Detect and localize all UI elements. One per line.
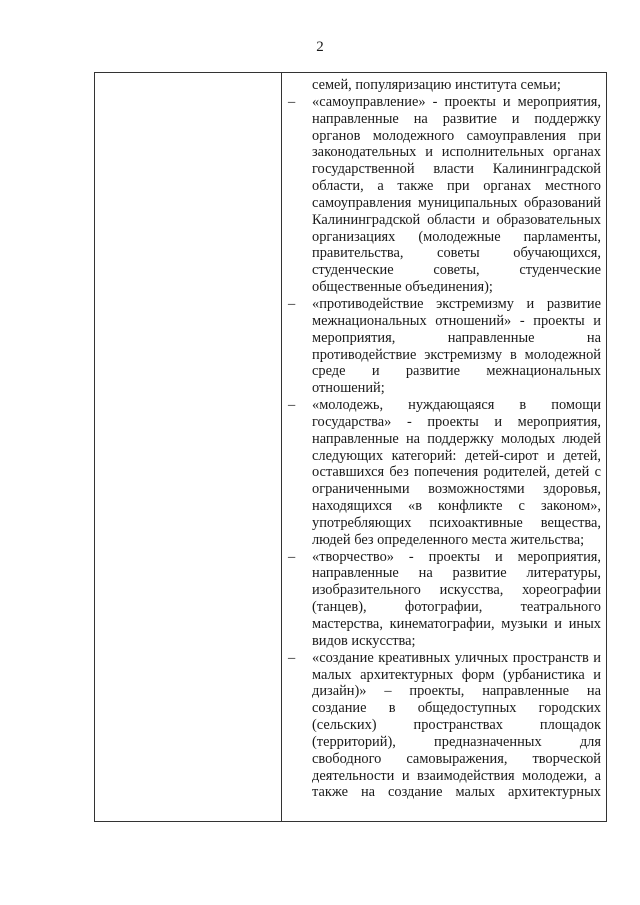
document-table	[94, 72, 607, 822]
list-dash: –	[288, 295, 296, 312]
list-dash: –	[288, 93, 296, 110]
list-item-youth-in-need	[288, 397, 601, 549]
list-item-anti-extremism	[288, 296, 601, 397]
column-divider	[281, 73, 282, 821]
list-item-text: «самоуправление» - проекты и мероприятия, направленные на развитие и поддержку органов молодежного самоуправления при законодательных и исполнительных органах государственной власти Калининградской области, а также при органах местного самоуправления муниципальных образований Калининградской области и образовательных организациях (молодежные парламенты, правительства, советы обучающихся, студенческие советы, студенческие общественные объединения);	[312, 93, 601, 296]
continuation-text: семей, популяризацию института семьи;	[312, 77, 561, 93]
list-dash: –	[288, 397, 296, 414]
list-item-text: «противодействие экстремизму и развитие межнациональных отношений» - проекты и мероприятия, направленные на противодействие экстремизму в молодежной среде и развитие межнациональных отношений;	[312, 295, 601, 397]
right-column-text	[288, 77, 601, 801]
list-item-urban-design	[288, 650, 601, 802]
list-dash: –	[288, 548, 296, 565]
list-item-text: «молодежь, нуждающаяся в помощи государства» - проекты и мероприятия, направленные на поддержку молодых людей следующих категорий: детей-сирот и детей, оставшихся без попечения родителей, детей с ограниченными возможностями здоровья, находящихся «в конфликте с законом», употребляющих психоактивные вещества, людей без определенного места жительства;	[312, 397, 601, 548]
page-number: 2	[316, 39, 324, 55]
list-item-text: «создание креативных уличных пространств и малых архитектурных форм (урбанистика и дизайн)» – проекты, направленные на создание в общедоступных городских (сельских) пространствах площадок (территорий), предназначенных для свободного самовыражения, творческой деятельности и взаимодействия молодежи, а также на создание малых архитектурных	[312, 649, 601, 801]
list-item-creativity	[288, 549, 601, 650]
list-item-self-government	[288, 94, 601, 296]
list-dash: –	[288, 649, 296, 666]
list-item-text: «творчество» - проекты и мероприятия, направленные на развитие литературы, изобразительного искусства, хореографии (танцев), фотографии, театрального мастерства, кинематографии, музыки и иных видов искусства;	[312, 548, 601, 649]
